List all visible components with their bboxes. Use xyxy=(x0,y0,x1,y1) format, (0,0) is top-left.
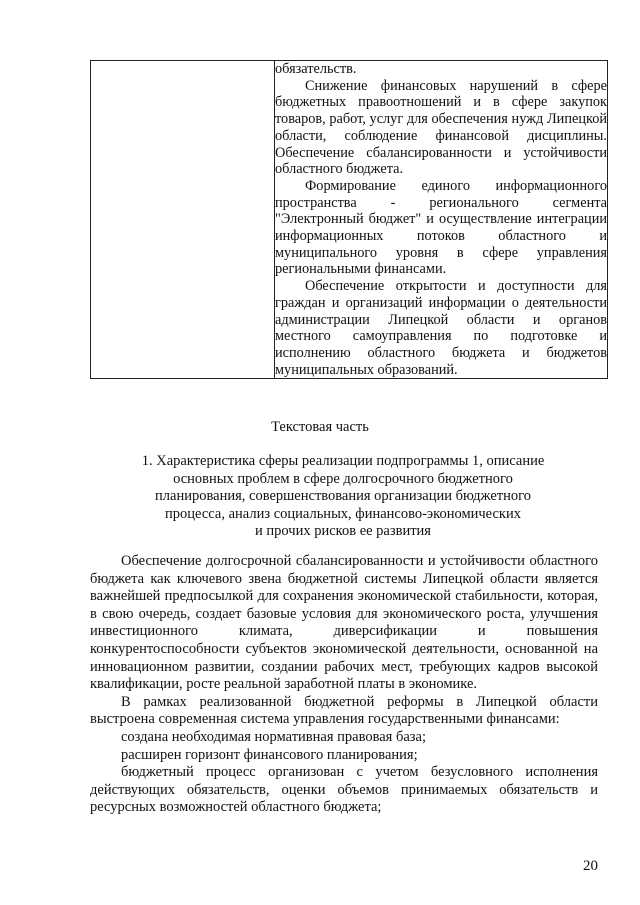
goals-table xyxy=(90,60,608,379)
body-text xyxy=(90,553,598,817)
body-paragraph: В рамках реализованной бюджетной реформы в Липецкой области выстроена современная система управления государственными финансами: xyxy=(90,693,598,728)
section-label: Текстовая часть xyxy=(271,419,369,435)
body-paragraph: бюджетный процесс организован с учетом безусловного исполнения действующих обязательств, оценки объемов принимаемых обязательств и ресурсных возможностей областного бюджета; xyxy=(90,764,598,816)
section-heading xyxy=(140,453,546,541)
heading-line: основных проблем в сфере долгосрочного бюджетного xyxy=(173,470,513,487)
body-paragraph: Обеспечение долгосрочной сбалансированности и устойчивости областного бюджета как ключевого звена бюджетной системы Липецкой области является важнейшей предпосылкой для сохранения экономической стабильности, которая, в свою очередь, создает базовые условия для экономического роста, улучшения инвестиционного климата, диверсификации и повышения конкурентоспособности субъектов экономической деятельности, основанной на инновационном развитии, создании рабочих мест, требующих кадров высокой квалификации, росте реальной заработной платы в экономике. xyxy=(90,553,598,693)
page-number: 20 xyxy=(583,858,598,874)
cell-paragraph: Снижение финансовых нарушений в сфере бюджетных правоотношений и в сфере закупок товаров, работ, услуг для обеспечения нужд Липецкой области, соблюдение финансовой дисциплины. Обеспечение сбалансированности и устойчивости областного бюджета. xyxy=(275,77,607,178)
heading-line: и прочих рисков ее развития xyxy=(255,523,431,539)
cell-paragraph: Обеспечение открытости и доступности для граждан и организаций информации о деятельности администрации Липецкой области и органов местного самоуправления по подготовке и исполнению областного бюджета и бюджетов муниципальных образований. xyxy=(275,278,607,378)
body-paragraph: расширен горизонт финансового планирования; xyxy=(121,746,418,763)
heading-line: процесса, анализ социальных, финансово-экономических xyxy=(165,505,521,522)
cell-paragraph: Формирование единого информационного пространства - регионального сегмента "Электронный бюджет" и осуществление интеграции информационных потоков областного и муниципального уровня в сфере управления региональными финансами. xyxy=(275,177,607,278)
body-paragraph: создана необходимая нормативная правовая база; xyxy=(121,728,426,745)
cell-paragraph: обязательств. xyxy=(275,61,357,77)
heading-line: 1. Характеристика сферы реализации подпрограммы 1, описание xyxy=(141,453,545,469)
heading-line: планирования, совершенствования организации бюджетного xyxy=(155,488,531,504)
table-right-cell xyxy=(275,61,608,379)
table-left-cell xyxy=(91,61,275,379)
table-row xyxy=(91,61,608,379)
